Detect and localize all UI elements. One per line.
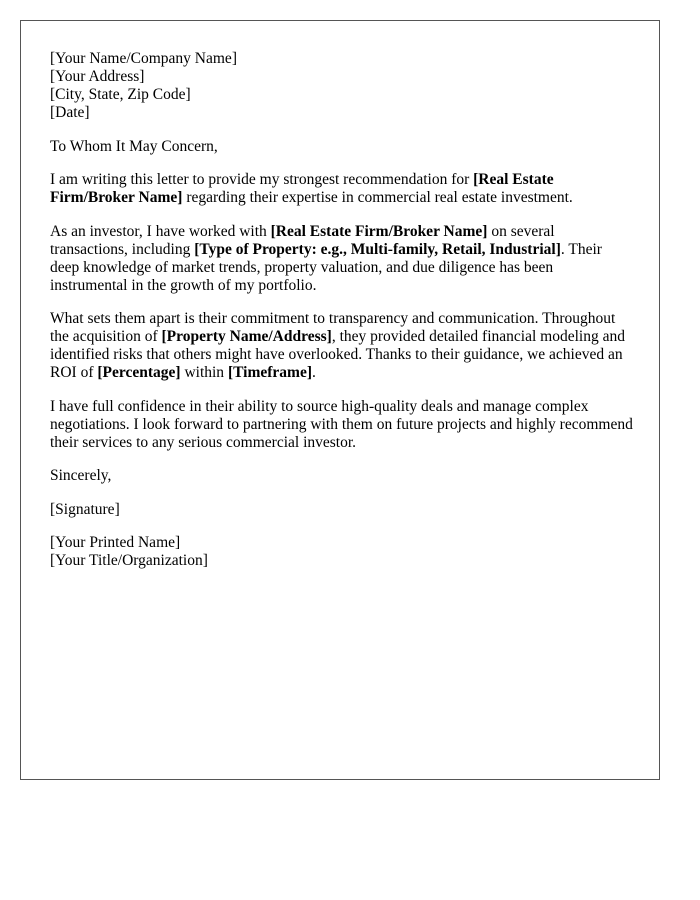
signer-title: [Your Title/Organization] bbox=[50, 552, 208, 569]
letter-date: [Date] bbox=[50, 104, 90, 121]
timeframe-placeholder: [Timeframe] bbox=[227, 364, 312, 381]
paragraph-2-text-3: . Their deep knowledge of market trends, property valuation, and due diligence has been instrumental in the growth of my portfolio. bbox=[50, 240, 602, 294]
sender-city: [City, State, Zip Code] bbox=[50, 86, 191, 103]
sender-block bbox=[50, 50, 633, 122]
property-type-placeholder: [Type of Property: e.g., Multi-family, Retail, Industrial] bbox=[194, 240, 561, 258]
signature-placeholder: [Signature] bbox=[50, 500, 120, 518]
signer-block bbox=[50, 534, 633, 570]
property-name-placeholder: [Property Name/Address] bbox=[161, 328, 332, 345]
paragraph-1 bbox=[50, 171, 633, 207]
salutation: To Whom It May Concern, bbox=[50, 137, 218, 155]
paragraph-3-text-4: . bbox=[312, 364, 316, 381]
paragraph-1-text-2: regarding their expertise in commercial real estate investment. bbox=[182, 189, 573, 206]
paragraph-4-text-1: I have full confidence in their ability to source high-quality deals and manage complex negotiations. I look forward to partnering with them on future projects and highly recommend their services to any serious commercial investor. bbox=[50, 397, 633, 451]
paragraph-3-text-2: , they provided detailed financial modeling and identified risks that others might have overlooked. Thanks to their guidance, we achieved an ROI of bbox=[50, 328, 625, 381]
paragraph-1-text-1: I am writing this letter to provide my strongest recommendation for bbox=[50, 171, 474, 188]
letter-page bbox=[20, 20, 660, 780]
paragraph-2 bbox=[50, 223, 633, 295]
percentage-placeholder: [Percentage] bbox=[97, 364, 181, 381]
printed-name: [Your Printed Name] bbox=[50, 534, 181, 551]
paragraph-2-text-2: on several transactions, including bbox=[50, 222, 555, 258]
sender-address: [Your Address] bbox=[50, 68, 145, 85]
firm-name-placeholder: [Real Estate Firm/Broker Name] bbox=[50, 171, 554, 206]
paragraph-3 bbox=[50, 310, 633, 382]
paragraph-3-text-3: within bbox=[180, 364, 228, 381]
sender-name: [Your Name/Company Name] bbox=[50, 50, 237, 67]
paragraph-4 bbox=[50, 398, 633, 452]
paragraph-2-text-1: As an investor, I have worked with bbox=[50, 222, 271, 240]
firm-name-placeholder: [Real Estate Firm/Broker Name] bbox=[270, 222, 488, 240]
closing: Sincerely, bbox=[50, 467, 112, 484]
paragraph-3-text-1: What sets them apart is their commitment to transparency and communication. Throughout the acquisition of bbox=[50, 310, 616, 345]
